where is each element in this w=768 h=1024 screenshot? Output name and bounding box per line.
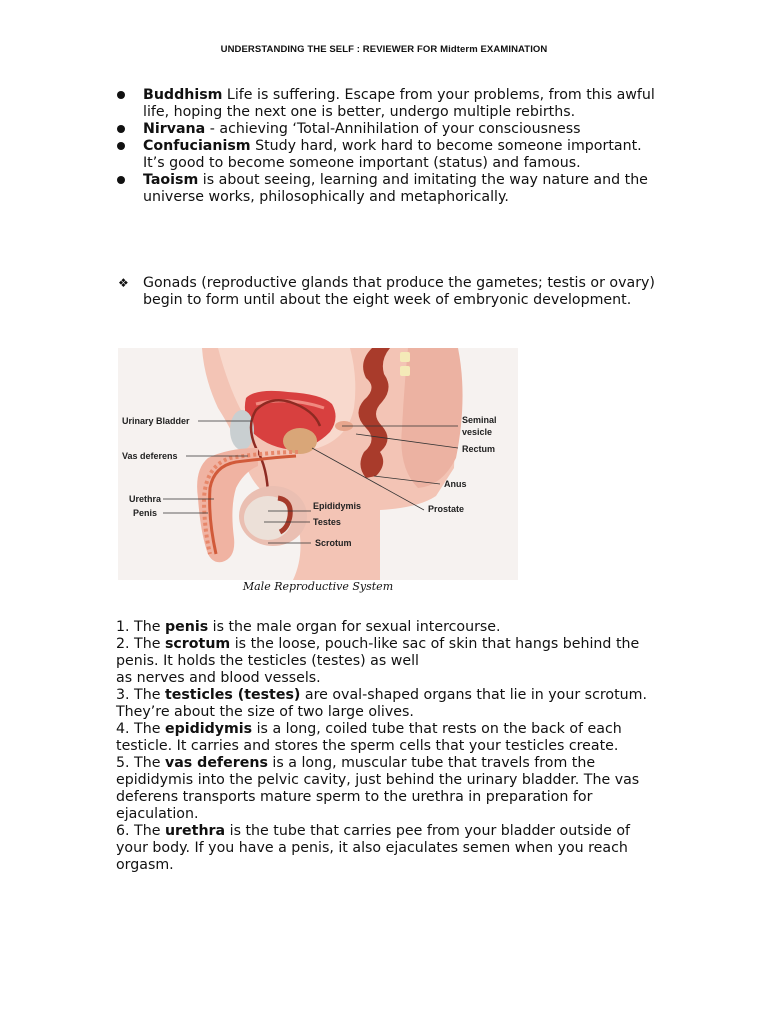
bullet-nirvana [116, 121, 656, 138]
label-anus: Anus [444, 479, 467, 489]
text-nirvana: - achieving ‘Total-Annihilation of your consciousness [205, 121, 581, 137]
item-text: are oval-shaped organs that lie in your scrotum. They’re about the size of two large olives. [116, 687, 647, 720]
item-prefix: 5. The [116, 755, 165, 771]
definition-scrotum [116, 636, 656, 687]
item-prefix: 2. The [116, 636, 165, 652]
label-urethra: Urethra [129, 494, 162, 504]
term-urethra: urethra [164, 823, 226, 839]
term-buddhism: Buddhism [143, 87, 223, 103]
term-vas-deferens: vas deferens [164, 755, 268, 771]
page-header: UNDERSTANDING THE SELF : REVIEWER FOR Midterm EXAMINATION [220, 44, 548, 55]
figure-caption: Male Reproductive System [242, 580, 394, 593]
item-text: is the male organ for sexual intercourse. [208, 619, 501, 635]
item-prefix: 3. The [116, 687, 165, 703]
definition-testicles [116, 687, 656, 721]
prostate [283, 428, 317, 454]
text-confucianism: Study hard, work hard to become someone important. It’s good to become someone important (status) and famous. [143, 138, 642, 171]
definition-urethra [116, 823, 656, 874]
bullet-taoism [116, 172, 656, 206]
item-text: is the loose, pouch-like sac of skin that hangs behind the penis. It holds the testicles (testes) as well [116, 636, 640, 669]
text-buddhism: Life is suffering. Escape from your problems, from this awful life, hoping the next one is better, undergo multiple rebirths. [143, 87, 655, 120]
term-penis: penis [164, 619, 209, 635]
gonads-paragraph [116, 275, 656, 309]
diamond-bullet-icon: ❖ [118, 276, 129, 290]
numbered-definitions [116, 619, 656, 874]
label-vesicle: vesicle [462, 427, 493, 437]
item-prefix: 1. The [116, 619, 165, 635]
definition-epididymis [116, 721, 656, 755]
gonads-text: Gonads (reproductive glands that produce the gametes; testis or ovary) begin to form until about the eight week of embryonic development. [143, 275, 655, 308]
term-confucianism: Confucianism [143, 138, 251, 154]
label-penis: Penis [133, 508, 158, 518]
definition-vas-deferens [116, 755, 656, 823]
label-vas-deferens: Vas deferens [122, 451, 178, 461]
item-prefix: 6. The [116, 823, 165, 839]
label-prostate: Prostate [428, 504, 465, 514]
label-scrotum: Scrotum [315, 538, 352, 548]
definition-penis [116, 619, 656, 636]
religion-bullet-list [116, 87, 656, 206]
term-epididymis: epididymis [164, 721, 253, 737]
item-text: is a long, coiled tube that rests on the back of each testicle. It carries and stores the sperm cells that your testicles create. [116, 721, 622, 754]
item-prefix: 4. The [116, 721, 165, 737]
term-taoism: Taoism [143, 172, 199, 188]
bullet-buddhism [116, 87, 656, 121]
item-text: is a long, muscular tube that travels from the epididymis into the pelvic cavity, just behind the urinary bladder. The vas deferens transports mature sperm to the urethra in preparation for ejaculation. [116, 755, 640, 822]
vertebra [400, 352, 410, 362]
item-text: is the tube that carries pee from your bladder outside of your body. If you have a penis, it also ejaculates semen when you reach orgasm. [116, 823, 631, 873]
vertebra [400, 366, 410, 376]
item-text-continued: as nerves and blood vessels. [116, 670, 321, 686]
term-scrotum: scrotum [164, 636, 231, 652]
label-testes: Testes [313, 517, 341, 527]
label-epididymis: Epididymis [313, 501, 362, 511]
label-rectum: Rectum [462, 444, 496, 454]
male-reproductive-diagram [118, 348, 518, 580]
bullet-confucianism [116, 138, 656, 172]
term-testicles: testicles (testes) [164, 687, 301, 703]
label-seminal: Seminal [462, 415, 497, 425]
text-taoism: is about seeing, learning and imitating the way nature and the universe works, philosophically and metaphorically. [143, 172, 648, 205]
term-nirvana: Nirvana [143, 121, 206, 137]
label-urinary-bladder: Urinary Bladder [122, 416, 190, 426]
